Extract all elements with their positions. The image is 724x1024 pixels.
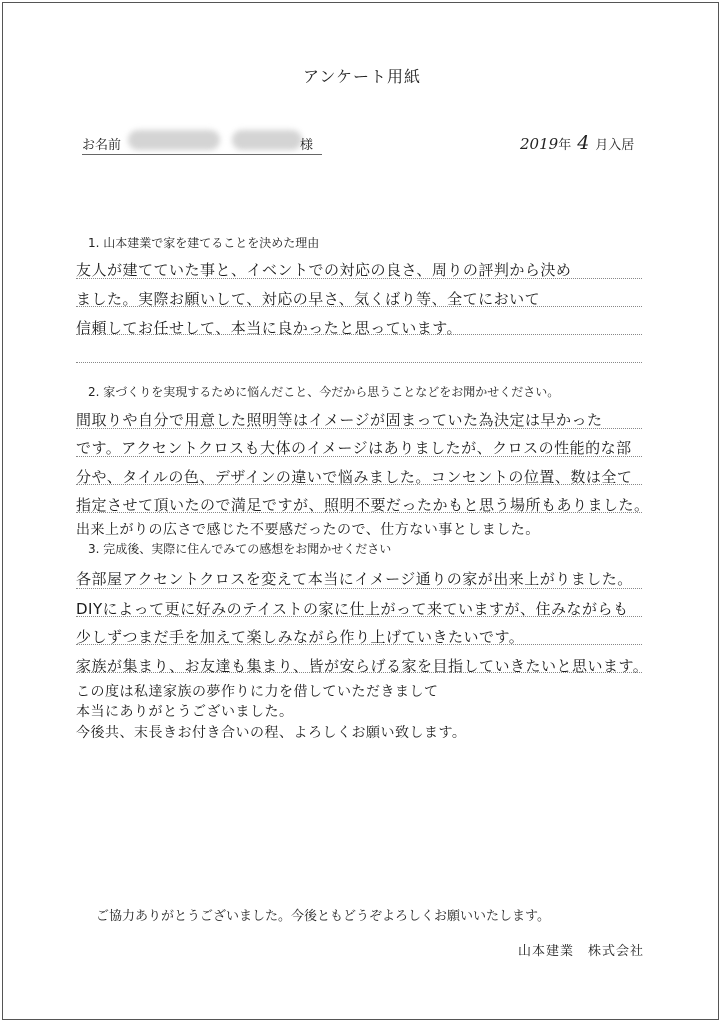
name-label: お名前 — [82, 138, 122, 153]
answer-1-line: 信頼してお任せして、本当に良かったと思っています。 — [76, 319, 463, 337]
answer-2-line: 出来上がりの広さで感じた不要感だったので、仕方ない事としました。 — [76, 522, 540, 538]
company-name: 山本建業 株式会社 — [518, 944, 645, 959]
redacted-name — [232, 130, 302, 150]
handwritten-month: 4 — [577, 132, 590, 154]
answer-2-line: 指定させて頂いたので満足ですが、照明不要だったかもと思う場所もありました。 — [76, 496, 650, 514]
answer-3-line: DIYによって更に好みのテイストの家に仕上がって来ていますが、住みながらも — [76, 600, 629, 618]
answer-3-line: 今後共、末長きお付き合いの程、よろしくお願い致します。 — [76, 725, 467, 741]
ruled-line — [76, 362, 642, 363]
handwritten-year: 2019 — [520, 135, 559, 153]
name-field — [82, 132, 322, 155]
answer-3-line: 家族が集まり、お友達も集まり、皆が安らげる家を目指していきたいと思います。 — [76, 657, 649, 675]
page-title: アンケート用紙 — [302, 67, 422, 86]
answer-3-line: 少しずつまだ手を加えて楽しみながら作り上げていきたいです。 — [76, 628, 525, 646]
move-in-date — [520, 132, 634, 154]
question-2: 2. 家づくりを実現するために悩んだこと、今だから思うことなどをお聞かせください。 — [88, 385, 560, 399]
name-suffix: 様 — [300, 138, 314, 153]
answer-3-line: 各部屋アクセントクロスを変えて本当にイメージ通りの家が出来上がりました。 — [76, 570, 633, 588]
redacted-name — [128, 130, 220, 150]
answer-1-line: 友人が建てていた事と、イベントでの対応の良さ、周りの評判から決め — [76, 261, 572, 279]
answer-2-line: 間取りや自分で用意した照明等はイメージが固まっていた為決定は早かった — [76, 411, 603, 429]
question-3: 3. 完成後、実際に住んでみての感想をお聞かせください — [88, 542, 392, 556]
answer-2-line: 分や、タイルの色、デザインの違いで悩みました。コンセントの位置、数は全て — [76, 468, 633, 486]
answer-1-line: ました。実際お願いして、対応の早さ、気くばり等、全てにおいて — [76, 290, 541, 308]
answer-2-line: です。アクセントクロスも大体のイメージはありましたが、クロスの性能的な部 — [76, 439, 632, 457]
answer-3-line: 本当にありがとうございました。 — [76, 704, 294, 720]
thank-you-note: ご協力ありがとうございました。今後ともどうぞよろしくお願いいたします。 — [96, 909, 550, 924]
answer-3-line: この度は私達家族の夢作りに力を借していただきまして — [76, 684, 439, 700]
question-1: 1. 山本建業で家を建てることを決めた理由 — [88, 236, 320, 250]
month-unit: 月入居 — [595, 138, 635, 153]
year-unit: 年 — [558, 138, 572, 153]
